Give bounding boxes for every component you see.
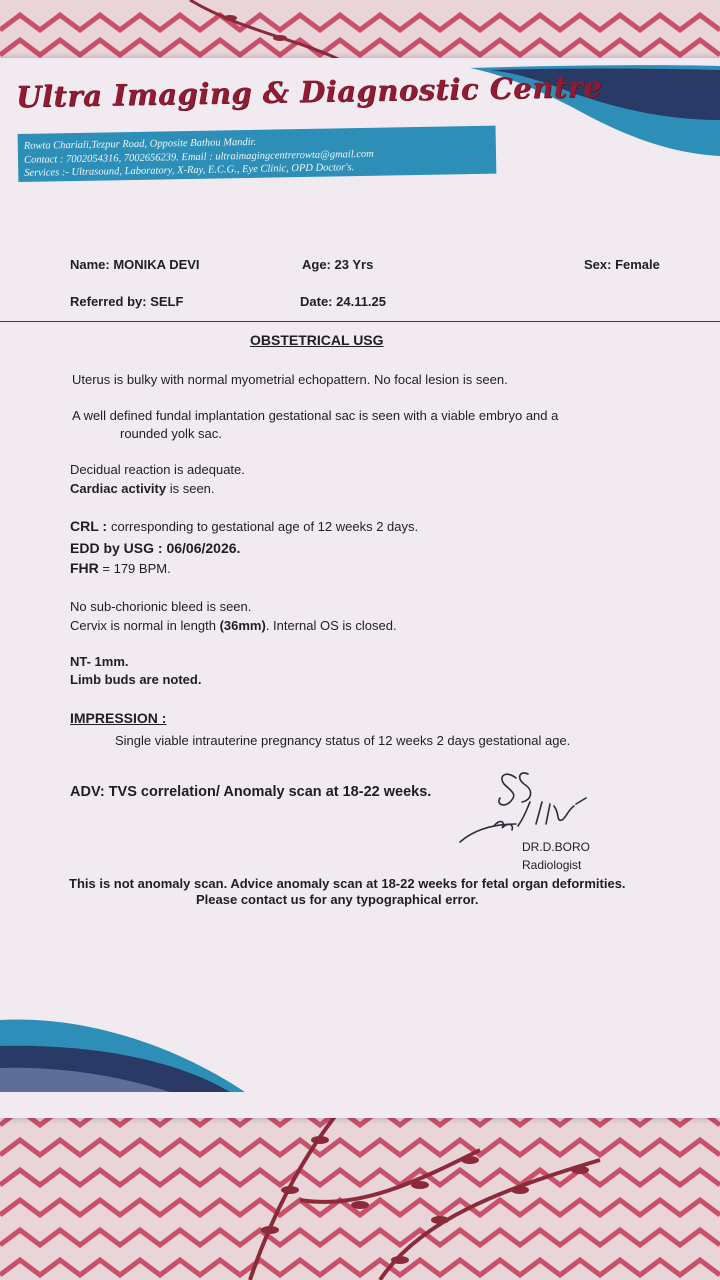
services-text: Services :- Ultrasound, Laboratory, X-Ray, E.C.G., Eye Clinic, OPD Doctor's. [24,162,355,179]
disclaimer-line1: This is not anomaly scan. Advice anomaly scan at 18-22 weeks for fetal organ deformities. [69,876,626,891]
nt-finding: NT- 1mm. [70,654,129,669]
sac-finding-line1: A well defined fundal implantation gestational sac is seen with a viable embryo and a [72,408,559,423]
fhr-finding [70,560,171,576]
cervix-finding [70,618,397,633]
disclaimer-line2: Please contact us for any typographical error. [196,892,479,907]
report-title: OBSTETRICAL USG [250,332,384,348]
footer-swoosh-decoration [0,1016,250,1096]
contact-text: Contact : 7002054316, 7002656239. Email : ultraimagingcentrerowta@gmail.com [23,148,374,166]
header-divider [0,321,720,322]
radiologist-signature [456,766,596,846]
crl-text: corresponding to gestational age of 12 weeks 2 days. [110,519,419,534]
cardiac-text: is seen. [166,481,215,496]
cardiac-finding [70,481,215,496]
referred-by: Referred by: SELF [70,294,184,309]
fhr-value: = 179 BPM. [98,561,171,576]
impression-text: Single viable intrauterine pregnancy status of 12 weeks 2 days gestational age. [115,733,571,748]
centre-logo: Ultra Imaging & Diagnostic Centre [15,69,603,114]
report-paper [0,58,720,1118]
crl-label: CRL : [70,518,111,534]
radiologist-title: Radiologist [522,858,582,872]
cervix-text-post: . Internal OS is closed. [265,618,397,633]
cardiac-label: Cardiac activity [70,481,167,496]
cervix-length: (36mm) [219,618,266,633]
fhr-label: FHR [70,560,99,576]
sac-finding-line2: rounded yolk sac. [120,426,222,441]
contact-info-box [18,126,497,182]
radiologist-name: DR.D.BORO [522,840,591,854]
patient-age: Age: 23 Yrs [302,257,374,272]
advice-text: ADV: TVS correlation/ Anomaly scan at 18-22 weeks. [70,784,432,800]
fabric-background-bottom [0,1100,720,1280]
uterus-finding: Uterus is bulky with normal myometrial echopattern. No focal lesion is seen. [72,372,508,387]
decidual-finding: Decidual reaction is adequate. [70,462,245,477]
limb-finding: Limb buds are noted. [70,672,202,687]
bleed-finding: No sub-chorionic bleed is seen. [70,599,252,614]
patient-name: Name: MONIKA DEVI [70,257,200,272]
patient-sex: Sex: Female [584,257,660,272]
address-text: Rowta Chariali,Tezpur Road, Opposite Bathou Mandir. [23,136,257,152]
report-date: Date: 24.11.25 [300,294,387,309]
impression-heading: IMPRESSION : [70,710,167,726]
crl-finding [70,518,418,534]
cervix-text-pre: Cervix is normal in length [70,618,220,633]
edd-finding: EDD by USG : 06/06/2026. [70,540,241,556]
